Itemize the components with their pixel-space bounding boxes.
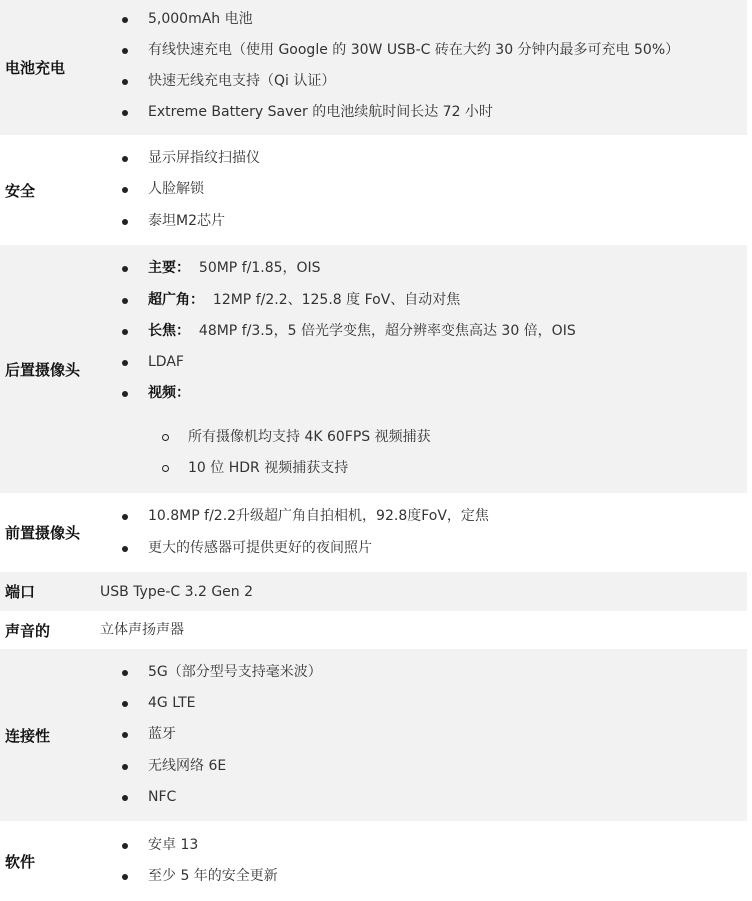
list-item: 泰坦M2芯片 <box>100 206 747 237</box>
list-item: 10.8MP f/2.2升级超广角自拍相机，92.8度FoV，定焦 <box>100 501 747 532</box>
item-value: 48MP f/3.5，5 倍光学变焦，超分辨率变焦高达 30 倍，OIS <box>198 322 576 339</box>
list-item: 蓝牙 <box>100 719 747 750</box>
row-content <box>100 830 747 892</box>
row-label: 软件 <box>5 852 36 871</box>
item-value: LDAF <box>148 353 184 370</box>
spec-row-rear-camera <box>0 245 747 493</box>
row-label: 端口 <box>5 583 36 601</box>
list-item: 至少 5 年的安全更新 <box>100 861 747 892</box>
spec-row-battery <box>0 0 747 135</box>
row-label: 前置摄像头 <box>5 524 81 542</box>
row-label: 声音的 <box>5 621 51 640</box>
row-label: 电池充电 <box>5 59 66 77</box>
list-item: 5,000mAh 电池 <box>100 4 747 35</box>
list-item: 安卓 13 <box>100 830 747 861</box>
item-key: 超广角： <box>148 291 204 308</box>
row-label: 安全 <box>5 181 36 200</box>
row-value: 立体声扬声器 <box>100 622 184 638</box>
item-key: 主要： <box>148 260 190 277</box>
list-item: Extreme Battery Saver 的电池续航时间长达 72 小时 <box>100 97 747 128</box>
list-item: 显示屏指纹扫描仪 <box>100 143 747 174</box>
sub-list-item: 10 位 HDR 视频捕获支持 <box>100 453 747 484</box>
list-item <box>100 347 747 378</box>
list-item: 快速无线充电支持（Qi 认证） <box>100 66 747 97</box>
list-item: NFC <box>100 782 747 813</box>
row-content <box>100 143 747 237</box>
row-label: 后置摄像头 <box>5 360 81 379</box>
list-item: 人脸解锁 <box>100 174 747 205</box>
list-item: 有线快速充电（使用 Google 的 30W USB-C 砖在大约 30 分钟内最多可充电 50%） <box>100 35 747 66</box>
row-content <box>100 253 747 484</box>
list-item: 4G LTE <box>100 688 747 719</box>
spec-row-software <box>0 821 747 901</box>
row-content <box>100 7 747 129</box>
spec-row-security <box>0 135 747 245</box>
row-content <box>100 657 747 813</box>
list-item: 无线网络 6E <box>100 751 747 782</box>
sub-list-item: 所有摄像机均支持 4K 60FPS 视频捕获 <box>100 422 747 453</box>
list-item <box>100 316 747 347</box>
spec-row-front-camera <box>0 493 747 572</box>
item-value: 12MP f/2.2、125.8 度 FoV、自动对焦 <box>212 291 461 308</box>
item-key: 长焦： <box>148 322 190 339</box>
list-item <box>100 378 747 409</box>
spec-row-sound <box>0 611 747 649</box>
spec-row-connectivity <box>0 649 747 821</box>
list-item: 5G（部分型号支持毫米波） <box>100 657 747 688</box>
list-item <box>100 285 747 316</box>
spec-row-port <box>0 572 747 611</box>
row-content <box>100 501 747 563</box>
row-value: USB Type-C 3.2 Gen 2 <box>100 583 254 600</box>
item-key: 视频： <box>148 385 190 402</box>
item-value: 50MP f/1.85，OIS <box>198 260 321 277</box>
list-item: 更大的传感器可提供更好的夜间照片 <box>100 533 747 564</box>
list-item <box>100 253 747 284</box>
row-label: 连接性 <box>5 726 51 745</box>
